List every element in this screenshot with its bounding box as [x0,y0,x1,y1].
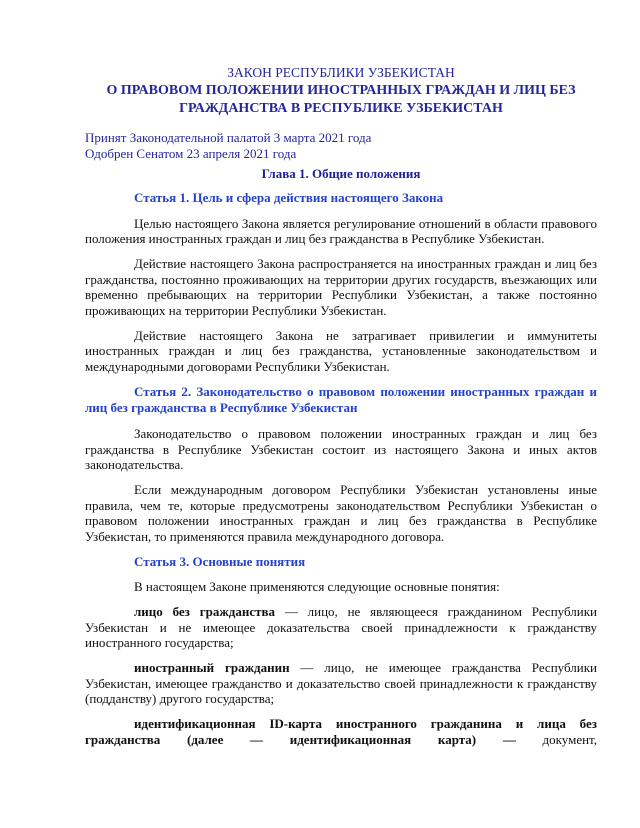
article-3-heading: Статья 3. Основные понятия [134,553,306,569]
definition-term: иностранный гражданин [134,660,290,676]
adoption-dates [85,130,597,161]
definition-text: — лицо, не являющееся гражданином Республики Узбекистан и не имеющее доказательства своей принадлежности к гражданству иностранного государства; [85,603,597,651]
definition-text: — лицо, не имеющее гражданства Республики Узбекистан, имеющее гражданство и доказательство своей принадлежности к гражданству (подданству) другого государства; [85,660,597,707]
article-2-paragraph-1: Законодательство о правовом положении иностранных граждан и лиц без гражданства в Республике Узбекистан состоит из настоящего Закона и иных актов законодательства. [85,425,597,473]
law-subtitle: О ПРАВОВОМ ПОЛОЖЕНИИ ИНОСТРАННЫХ ГРАЖДАН И ЛИЦ БЕЗ ГРАЖДАНСТВА В РЕСПУБЛИКЕ УЗБЕКИСТАН [106,83,576,116]
definition-term: лицо без гражданства [134,603,276,619]
article-2-paragraph-2: Если международным договором Республики Узбекистан установлены иные правила, чем те, которые предусмотрены законодательством Республики Узбекистан о правовом положении иностранных граждан и лиц без гражданства в Республике Узбекистан, то применяются правила международного договора. [85,481,597,545]
definition-paragraph-id-card [85,716,597,747]
article-1-heading: Статья 1. Цель и сфера действия настоящего Закона [134,190,444,205]
definition-term: идентификационная ID-карта иностранного гражданина и лица без гражданства (далее — идентификационная карта) — [85,716,597,747]
law-title: ЗАКОН РЕСПУБЛИКИ УЗБЕКИСТАН [227,65,455,80]
article-1-paragraph-2: Действие настоящего Закона распространяется на иностранных граждан и лиц без гражданства, постоянно проживающих на территории других государств, въезжающих или временно пребывающих на территории Республики Узбекистан, а также постоянно проживающих на территории Республики Узбекистан. [85,255,597,319]
approved-line: Одобрен Сенатом 23 апреля 2021 года [85,145,297,161]
chapter-1-heading: Глава 1. Общие положения [261,166,421,181]
article-2-heading: Статья 2. Законодательство о правовом положении иностранных граждан и лиц без гражданства в Республике Узбекистан [85,383,597,416]
document-content [85,64,597,748]
article-1-paragraph-1: Целью настоящего Закона является регулирование отношений в области правового положения иностранных граждан и лиц без гражданства в Республике Узбекистан. [85,215,597,247]
definition-text: документ, [515,731,598,747]
article-1-paragraph-3: Действие настоящего Закона не затрагивает привилегии и иммунитеты иностранных граждан и лиц без гражданства, установленные законодательством и международными договорами Республики Узбекистан. [85,327,597,375]
definition-paragraph-stateless-person [85,604,597,651]
adopted-line: Принят Законодательной палатой 3 марта 2021 года [85,130,372,145]
article-3-intro: В настоящем Законе применяются следующие основные понятия: [134,579,500,595]
definition-paragraph-foreign-citizen [85,660,597,707]
